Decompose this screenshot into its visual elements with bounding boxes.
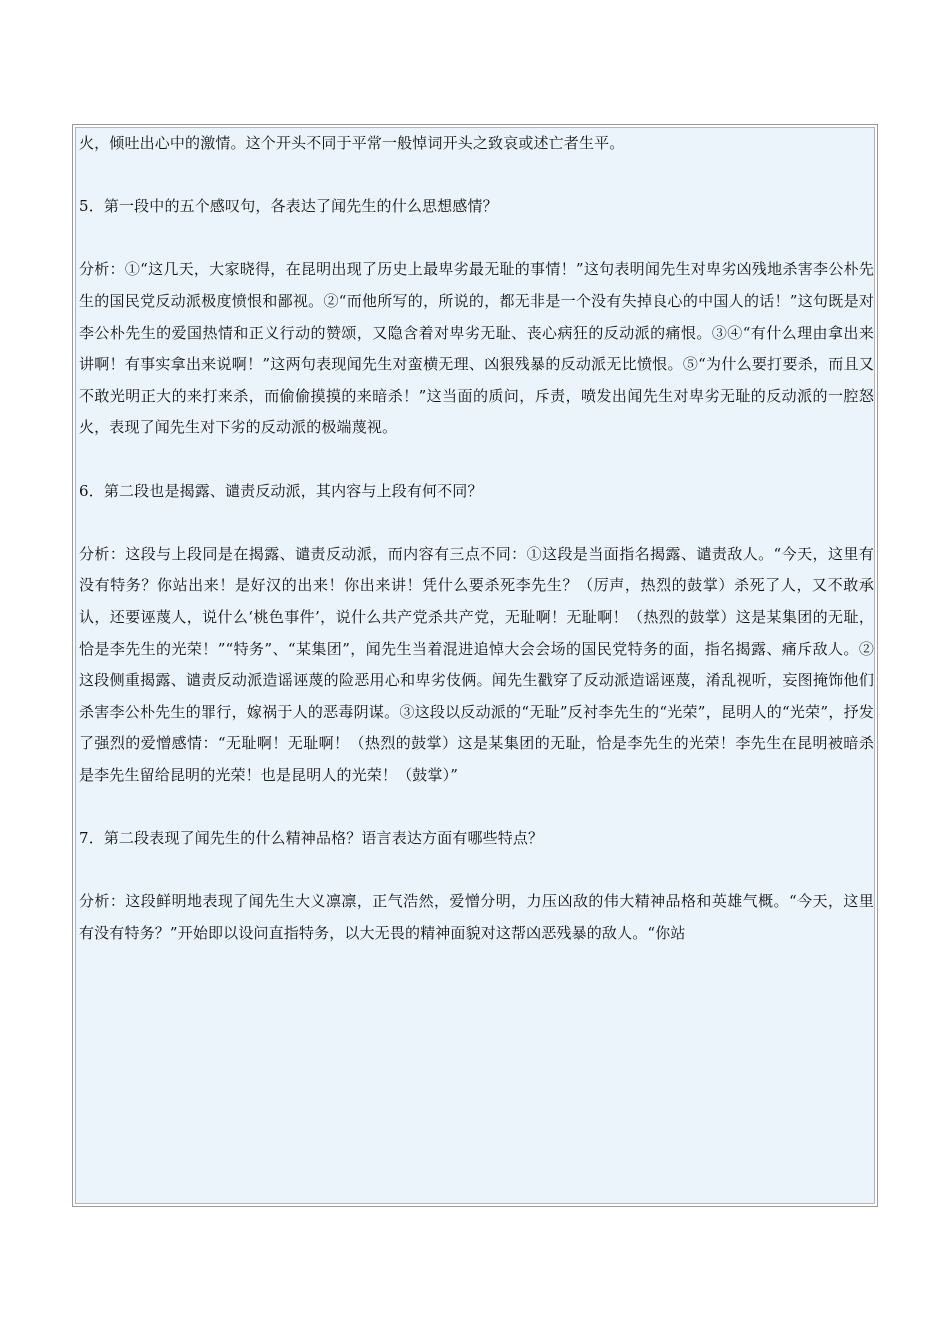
question-7: 7．第二段表现了闻先生的什么精神品格？语言表达方面有哪些特点？ xyxy=(79,829,544,848)
content-table-frame xyxy=(72,124,878,1207)
question-6: 6．第二段也是揭露、谴责反动派，其内容与上段有何不同？ xyxy=(79,481,483,500)
question-5: 5．第一段中的五个感叹句，各表达了闻先生的什么思想感情？ xyxy=(79,197,498,216)
analysis-7: 分析：这段鲜明地表现了闻先生大义凛凛，正气浩然，爱憎分明，力压凶敌的伟大精神品格和英雄气概。“今天，这里有没有特务？”开始即以设问直指特务，以大无畏的精神面貌对这帮凶恶残暴的敌人。“你站 xyxy=(79,892,874,942)
content-cell xyxy=(75,127,875,1204)
paragraph-continuation: 火，倾吐出心中的激情。这个开头不同于平常一般悼词开头之致哀或述亡者生平。 xyxy=(79,134,625,152)
analysis-5: 分析：①“这几天，大家晓得，在昆明出现了历史上最卑劣最无耻的事情！”这句表明闻先生对卑劣凶残地杀害李公朴先生的国民党反动派极度愤恨和鄙视。②“而他所写的，所说的，都无非是一个没有失掉良心的中国人的话！”这句既是对李公朴先生的爱国热情和正义行动的赞颂，又隐含着对卑劣无耻、丧心病狂的反动派的痛恨。③④“有什么理由拿出来讲啊！有事实拿出来说啊！”这两句表现闻先生对蛮横无理、凶狠残暴的反动派无比愤恨。⑤“为什么要打要杀，而且又不敢光明正大的来打来杀，而偷偷摸摸的来暗杀！”这当面的质问，斥责，喷发出闻先生对卑劣无耻的反动派的一腔怒火，表现了闻先生对下劣的反动派的极端蔑视。 xyxy=(79,260,874,437)
analysis-6: 分析：这段与上段同是在揭露、谴责反动派，而内容有三点不同：①这段是当面指名揭露、谴责敌人。“今天，这里有没有特务？你站出来！是好汉的出来！你出来讲！凭什么要杀死李先生？（厉声，热烈的鼓掌）杀死了人，又不敢承认，还要诬蔑人，说什么‘桃色事件’，说什么共产党杀共产党，无耻啊！无耻啊！（热烈的鼓掌）这是某集团的无耻，恰是李先生的光荣！”“特务”、“某集团”，闻先生当着混进追悼大会会场的国民党特务的面，指名揭露、痛斥敌人。②这段侧重揭露、谴责反动派造谣诬蔑的险恶用心和卑劣伎俩。闻先生戳穿了反动派造谣诬蔑，淆乱视听，妄图掩饰他们杀害李公朴先生的罪行，嫁祸于人的恶毒阴谋。③这段以反动派的“无耻”反衬李先生的“光荣”，昆明人的“光荣”，抒发了强烈的爱憎感情：“无耻啊！无耻啊！（热烈的鼓掌）这是某集团的无耻，恰是李先生的光荣！李先生在昆明被暗杀是李先生留给昆明的光荣！也是昆明人的光荣！（鼓掌）” xyxy=(79,544,874,784)
